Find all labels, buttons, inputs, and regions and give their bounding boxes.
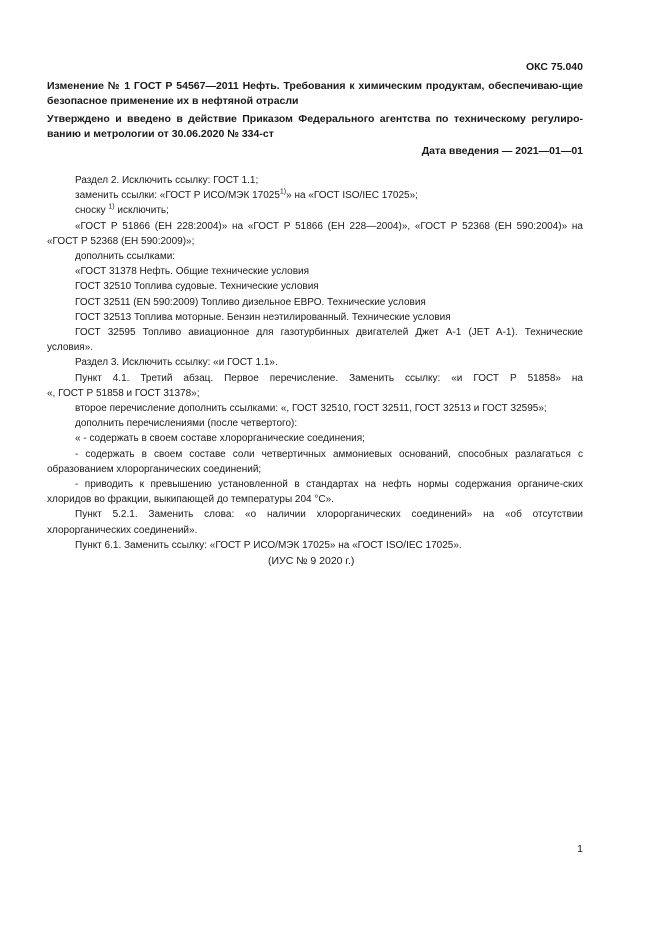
- body-paragraph: второе перечисление дополнить ссылками: «, ГОСТ 32510, ГОСТ 32511, ГОСТ 32513 и ГОСТ 32595»;: [75, 403, 547, 415]
- ius-reference: (ИУС № 9 2020 г.): [268, 555, 355, 567]
- body-paragraph: Пункт 6.1. Заменить ссылку: «ГОСТ Р ИСО/МЭК 17025» на «ГОСТ ISO/IEC 17025».: [75, 539, 462, 551]
- text-fragment: исключить;: [114, 205, 169, 217]
- text-fragment: сноску: [75, 205, 109, 217]
- introduction-date: Дата введения — 2021—01—01: [421, 145, 583, 157]
- body-paragraph: Пункт 4.1. Третий абзац. Первое перечисление. Заменить ссылку: «и ГОСТ Р 51858» на: [75, 372, 583, 384]
- amendment-title: Изменение № 1 ГОСТ Р 54567—2011 Нефть. Требования к химическим продуктам, обеспечиваю-щие безопасное применение их в нефтяной отрасли: [47, 80, 583, 107]
- body-paragraph: ГОСТ 32595 Топливо авиационное для газотурбинных двигателей Джет А-1 (JET A-1). Технические условия».: [47, 327, 583, 354]
- page-number: 1: [577, 843, 583, 855]
- body-paragraph: «, ГОСТ Р 51858 и ГОСТ 31378»;: [47, 387, 200, 399]
- body-paragraph: Раздел 2. Исключить ссылку: ГОСТ 1.1;: [75, 175, 259, 186]
- body-paragraph: ГОСТ 32510 Топлива судовые. Технические условия: [75, 281, 319, 293]
- body-paragraph: Пункт 5.2.1. Заменить слова: «о наличии хлорорганических соединений» на «об отсутствии хлорорганических соединений».: [47, 509, 583, 536]
- amendment-body: [47, 173, 583, 553]
- body-paragraph: «ГОСТ 31378 Нефть. Общие технические условия: [75, 266, 310, 278]
- body-paragraph: « - содержать в своем составе хлорорганические соединения;: [75, 433, 365, 445]
- footnote-marker: 1): [279, 188, 287, 196]
- footnote-marker: 1): [108, 204, 115, 212]
- text-fragment: » на «ГОСТ ISO/IEC 17025»;: [286, 190, 418, 202]
- body-paragraph: дополнить перечислениями (после четвертого):: [75, 418, 298, 430]
- oks-code: ОКС 75.040: [525, 61, 583, 73]
- body-paragraph: [47, 188, 583, 203]
- body-paragraph: ГОСТ 32511 (EN 590:2009) Топливо дизельное ЕВРО. Технические условия: [75, 296, 426, 308]
- approval-statement: Утверждено и введено в действие Приказом Федерального агентства по техническому регулиро-ванию и метрологии от 30.06.2020 № 334-ст: [47, 113, 583, 140]
- body-paragraph: - приводить к превышению установленной в стандартах на нефть нормы содержания органиче-ских хлоридов во фракции, выкипающей до температуры 204 °С».: [47, 479, 583, 506]
- body-paragraph: ГОСТ 32513 Топлива моторные. Бензин неэтилированный. Технические условия: [75, 311, 451, 323]
- body-paragraph: «ГОСТ Р 51866 (ЕН 228:2004)» на «ГОСТ Р 51866 (ЕН 228—2004)», «ГОСТ Р 52368 (ЕН 590:2004)» на «ГОСТ Р 52368 (ЕН 590:2009)»;: [47, 220, 583, 247]
- text-fragment: заменить ссылки: «ГОСТ Р ИСО/МЭК 17025: [75, 190, 280, 202]
- body-paragraph: Раздел 3. Исключить ссылку: «и ГОСТ 1.1».: [75, 357, 278, 369]
- body-paragraph: [47, 203, 583, 218]
- body-paragraph: дополнить ссылками:: [75, 251, 176, 263]
- body-paragraph: - содержать в своем составе соли четвертичных аммониевых оснований, способных разлагаться с образованием хлорорганических соединений;: [47, 448, 583, 475]
